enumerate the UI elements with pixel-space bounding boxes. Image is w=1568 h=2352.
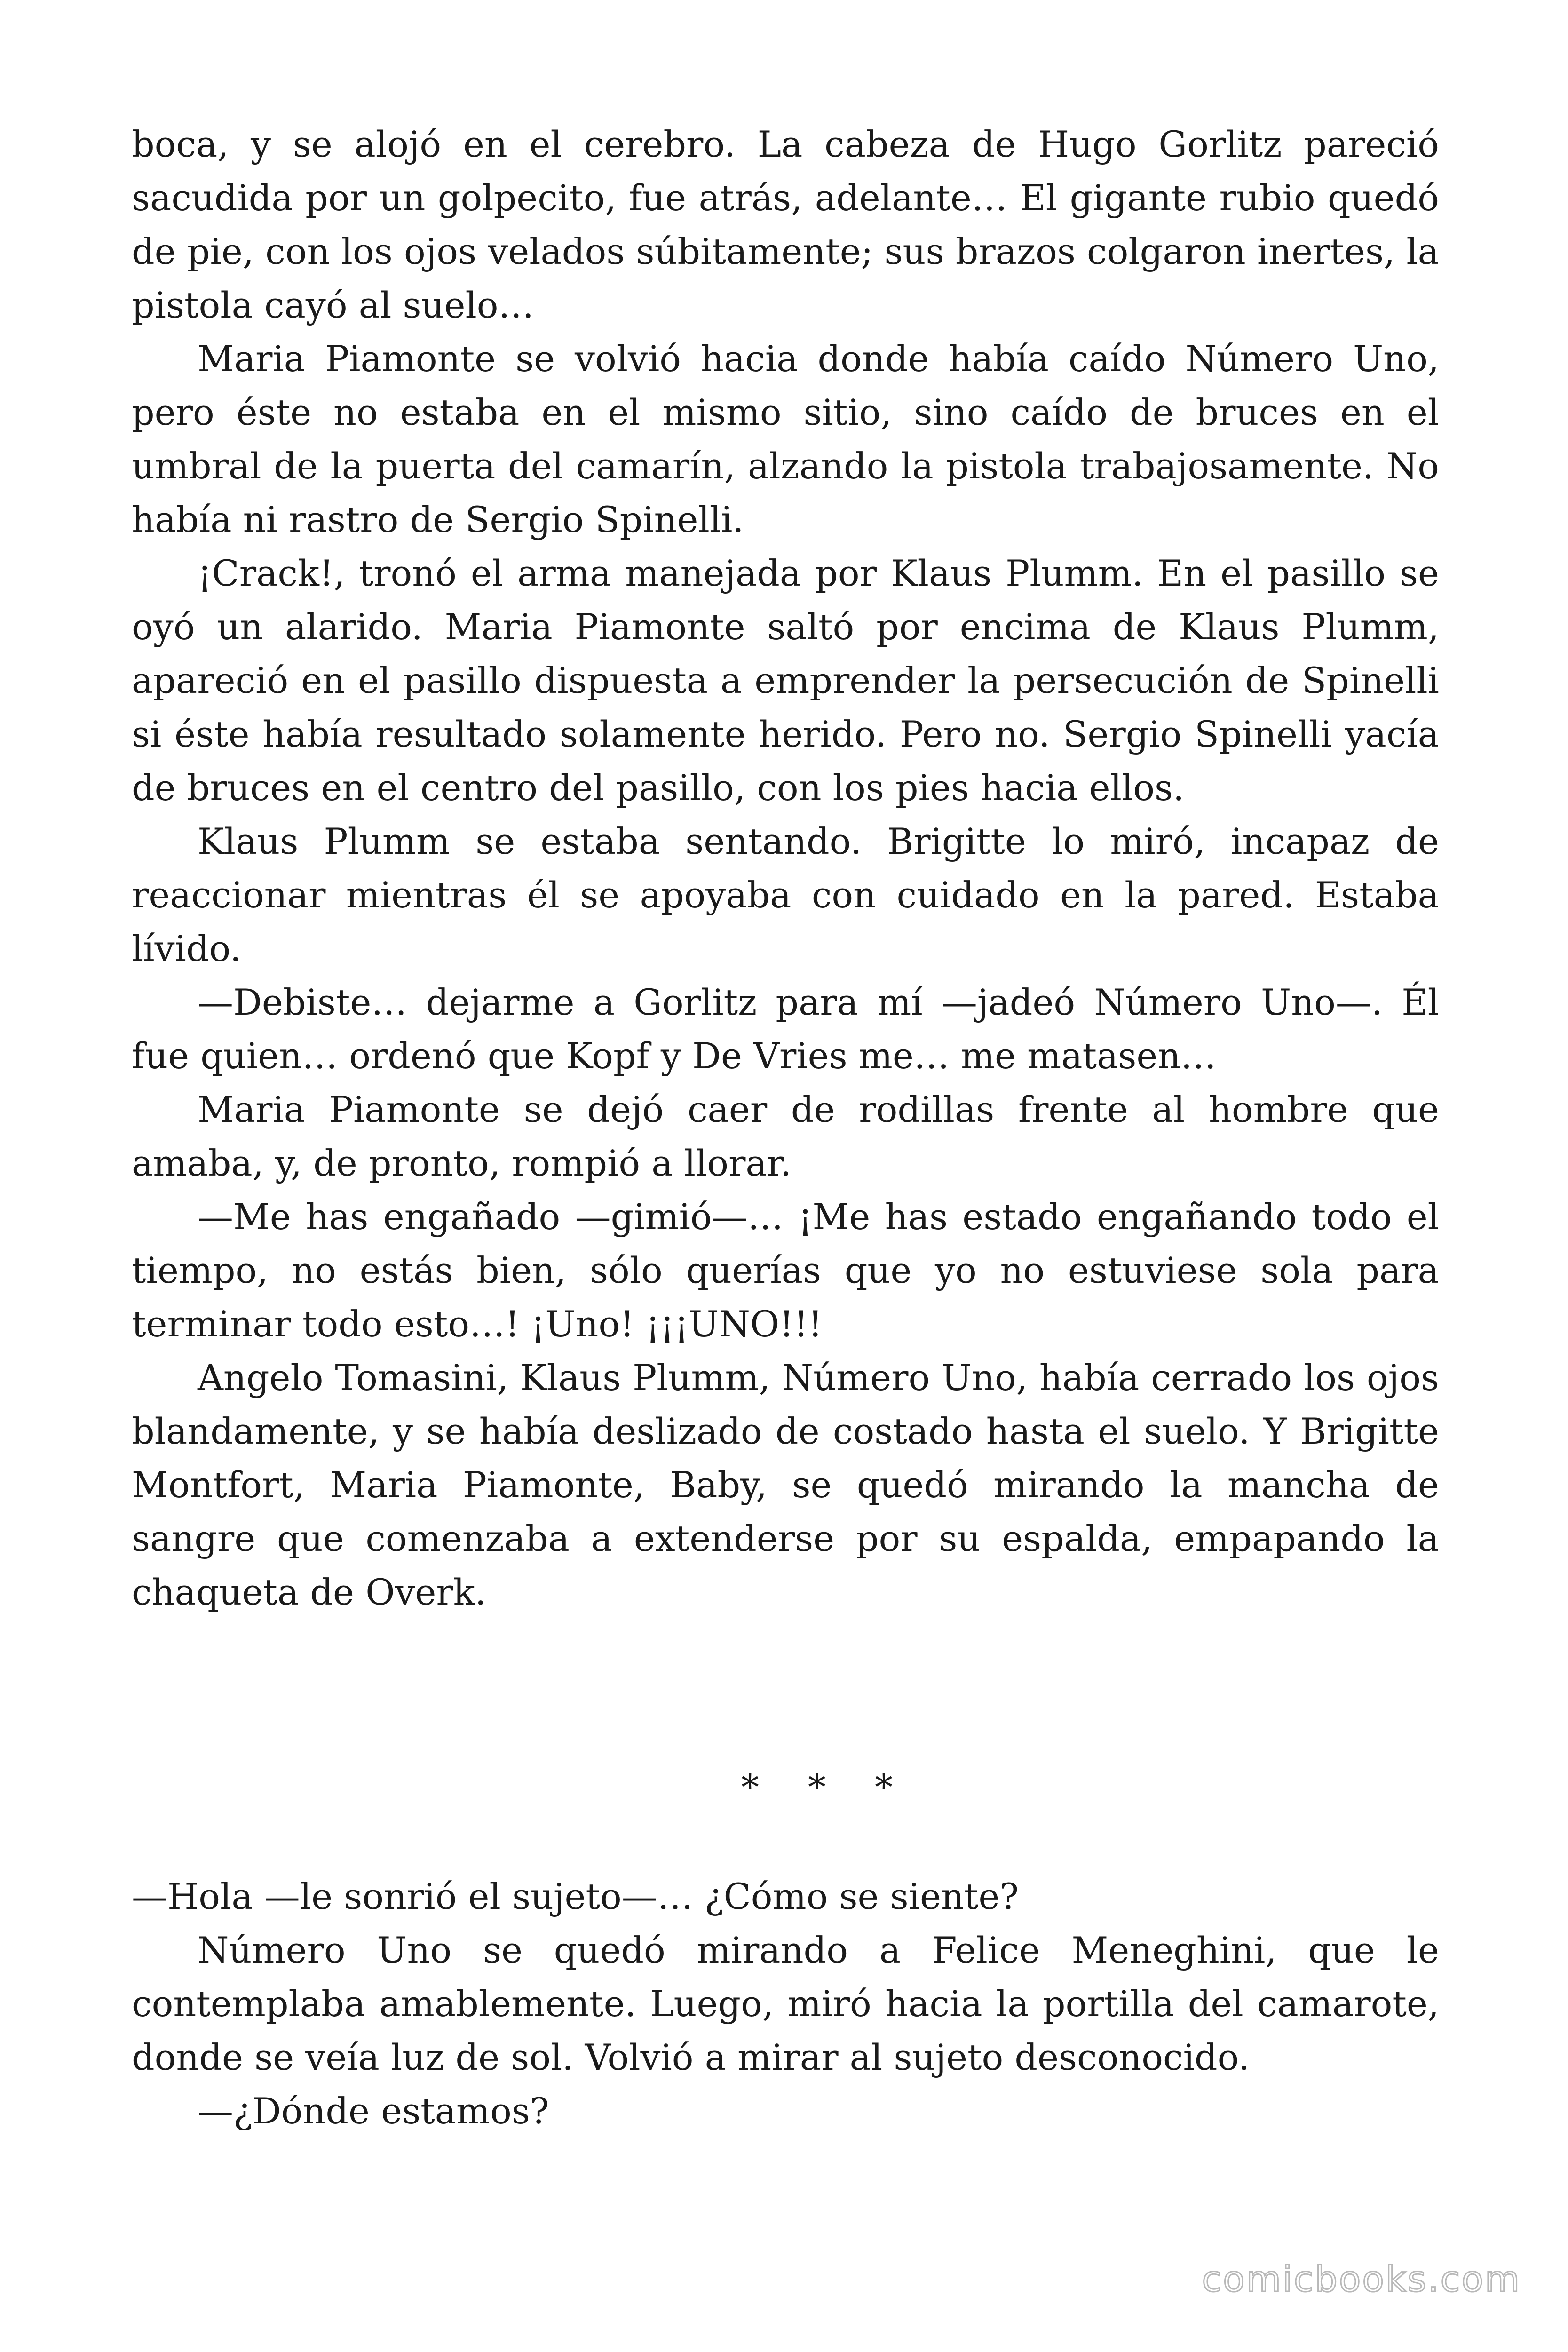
- paragraph: ¡Crack!, tronó el arma manejada por Klaus Plumm. En el pasillo se oyó un alarido. Maria Piamonte saltó por encima de Klaus Plumm, apareció en el pasillo dispuesta a emprender la persecución de Spinelli si éste había resultado solamente herido. Pero no. Sergio Spinelli yacía de bruces en el centro del pasillo, con los pies hacia ellos.: [132, 552, 1439, 809]
- text-block-top: [132, 118, 1439, 1619]
- paragraph: Maria Piamonte se volvió hacia donde había caído Número Uno, pero éste no estaba en el mismo sitio, sino caído de bruces en el umbral de la puerta del camarín, alzando la pistola trabajosamente. No había ni rastro de Sergio Spinelli.: [132, 338, 1439, 540]
- paragraph: boca, y se alojó en el cerebro. La cabeza de Hugo Gorlitz pareció sacudida por un golpecito, fue atrás, adelante… El gigante rubio quedó de pie, con los ojos velados súbitamente; sus brazos colgaron inertes, la pistola cayó al suelo…: [132, 123, 1439, 326]
- text-block-bottom: [132, 1870, 1439, 2138]
- watermark: comicbooks.com: [1202, 2258, 1521, 2300]
- paragraph: Maria Piamonte se dejó caer de rodillas frente al hombre que amaba, y, de pronto, rompió a llorar.: [132, 1089, 1439, 1184]
- paragraph: Número Uno se quedó mirando a Felice Meneghini, que le contemplaba amablemente. Luego, miró hacia la portilla del camarote, donde se veía luz de sol. Volvió a mirar al sujeto desconocido.: [132, 1929, 1439, 2078]
- paragraph: —Debiste… dejarme a Gorlitz para mí —jadeó Número Uno—. Él fue quien… ordenó que Kopf y De Vries me… me matasen…: [132, 981, 1439, 1077]
- paragraph: —Hola —le sonrió el sujeto—… ¿Cómo se siente?: [132, 1875, 1019, 1917]
- paragraph: Angelo Tomasini, Klaus Plumm, Número Uno, había cerrado los ojos blandamente, y se había deslizado de costado hasta el suelo. Y Brigitte Montfort, Maria Piamonte, Baby, se quedó mirando la mancha de sangre que comenzaba a extenderse por su espalda, empapando la chaqueta de Overk.: [132, 1357, 1439, 1613]
- section-separator: * * *: [741, 1766, 912, 1808]
- paragraph: Klaus Plumm se estaba sentando. Brigitte lo miró, incapaz de reaccionar mientras él se apoyaba con cuidado en la pared. Estaba lívido.: [132, 820, 1439, 969]
- paragraph: —¿Dónde estamos?: [198, 2090, 549, 2132]
- paragraph: —Me has engañado —gimió—… ¡Me has estado engañando todo el tiempo, no estás bien, sólo querías que yo no estuviese sola para terminar todo esto…! ¡Uno! ¡¡¡UNO!!!: [132, 1196, 1439, 1345]
